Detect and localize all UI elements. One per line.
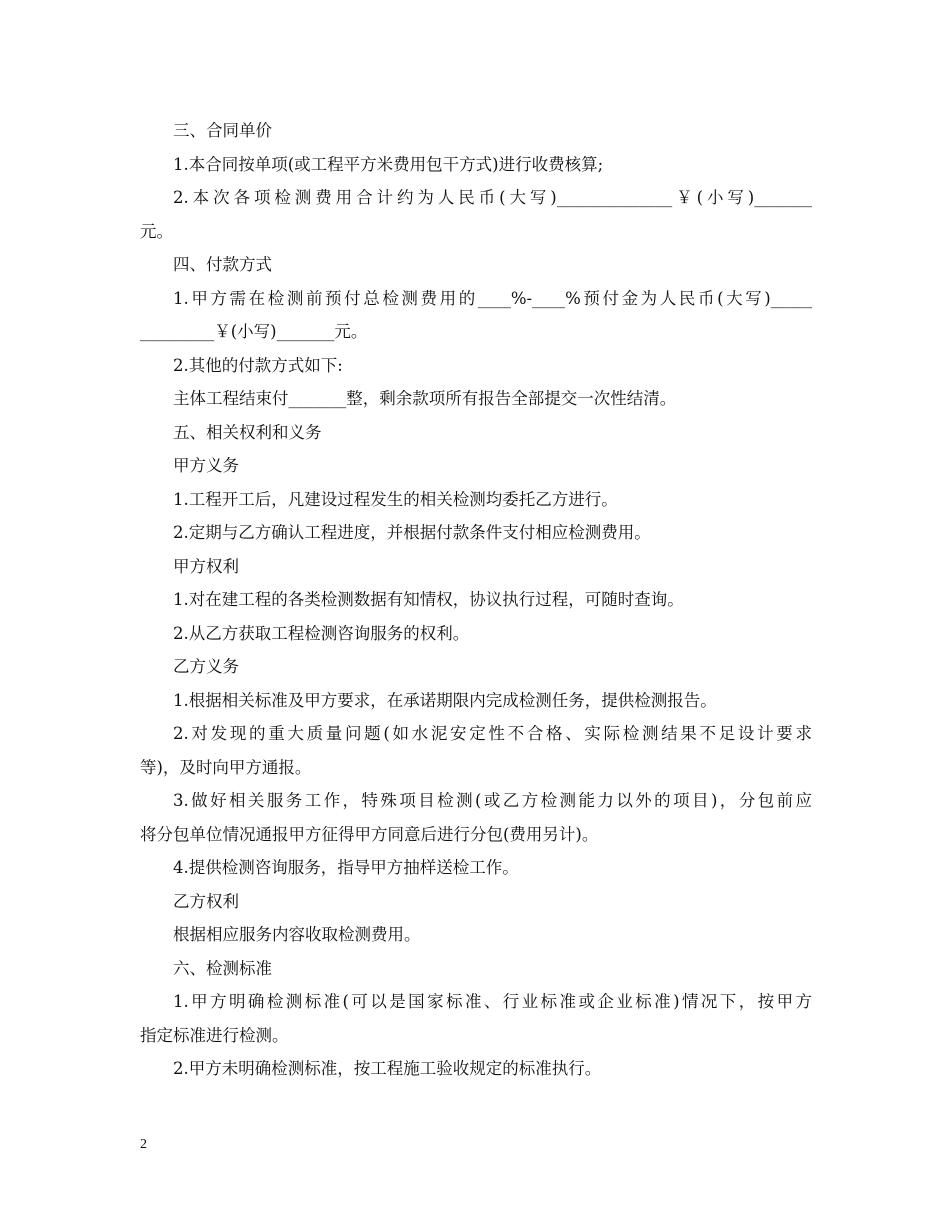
paragraph: 2.甲方未明确检测标准，按工程施工验收规定的标准执行。 [173,1059,602,1078]
paragraph: 等)，及时向甲方通报。 [140,757,312,777]
paragraph: 甲方义务 [173,456,239,475]
paragraph: 甲方权利 [173,556,239,576]
paragraph: 元。 [140,221,173,241]
page-number: 2 [140,1137,147,1152]
paragraph: 2.其他的付款方式如下: [173,355,343,375]
paragraph: 1.工程开工后，凡建设过程发生的相关检测均委托乙方进行。 [173,489,618,509]
paragraph: 4.提供检测咨询服务，指导甲方抽样送检工作。 [173,858,519,877]
paragraph: 2.从乙方获取工程检测咨询服务的权利。 [173,623,470,643]
paragraph: 2.本次各项检测费用合计约为人民币(大写)______________￥(小写)_______ [173,188,812,207]
paragraph: 乙方义务 [173,657,239,676]
paragraph: 五、相关权利和义务 [173,422,322,442]
paragraph: 1.本合同按单项(或工程平方米费用包干方式)进行收费核算; [173,154,604,174]
paragraph: 将分包单位情况通报甲方征得甲方同意后进行分包(费用另计)。 [140,824,599,844]
document-body [140,114,812,1086]
paragraph: 1.根据相关标准及甲方要求，在承诺期限内完成检测任务，提供检测报告。 [173,690,717,710]
paragraph: 指定标准进行检测。 [140,1025,289,1045]
paragraph: 3.做好相关服务工作，特殊项目检测(或乙方检测能力以外的项目)，分包前应 [173,791,812,810]
paragraph: 六、检测标准 [173,958,272,978]
paragraph: 根据相应服务内容收取检测费用。 [173,925,421,944]
paragraph: 四、付款方式 [173,255,272,274]
paragraph: 乙方权利 [173,891,239,911]
paragraph: 三、合同单价 [173,121,272,140]
paragraph: 主体工程结束付_______整，剩余款项所有报告全部提交一次性结清。 [173,389,677,408]
paragraph: 2.对发现的重大质量问题(如水泥安定性不合格、实际检测结果不足设计要求 [173,724,812,743]
paragraph: 1.甲方需在检测前预付总检测费用的____%-____%预付金为人民币(大写)_____ [173,288,812,308]
paragraph: 2.定期与乙方确认工程进度，并根据付款条件支付相应检测费用。 [173,523,651,542]
paragraph: 1.对在建工程的各类检测数据有知情权，协议执行过程，可随时查询。 [173,590,684,609]
paragraph: _________￥(小写)_______元。 [140,322,368,341]
paragraph: 1.甲方明确检测标准(可以是国家标准、行业标准或企业标准)情况下，按甲方 [173,992,812,1011]
